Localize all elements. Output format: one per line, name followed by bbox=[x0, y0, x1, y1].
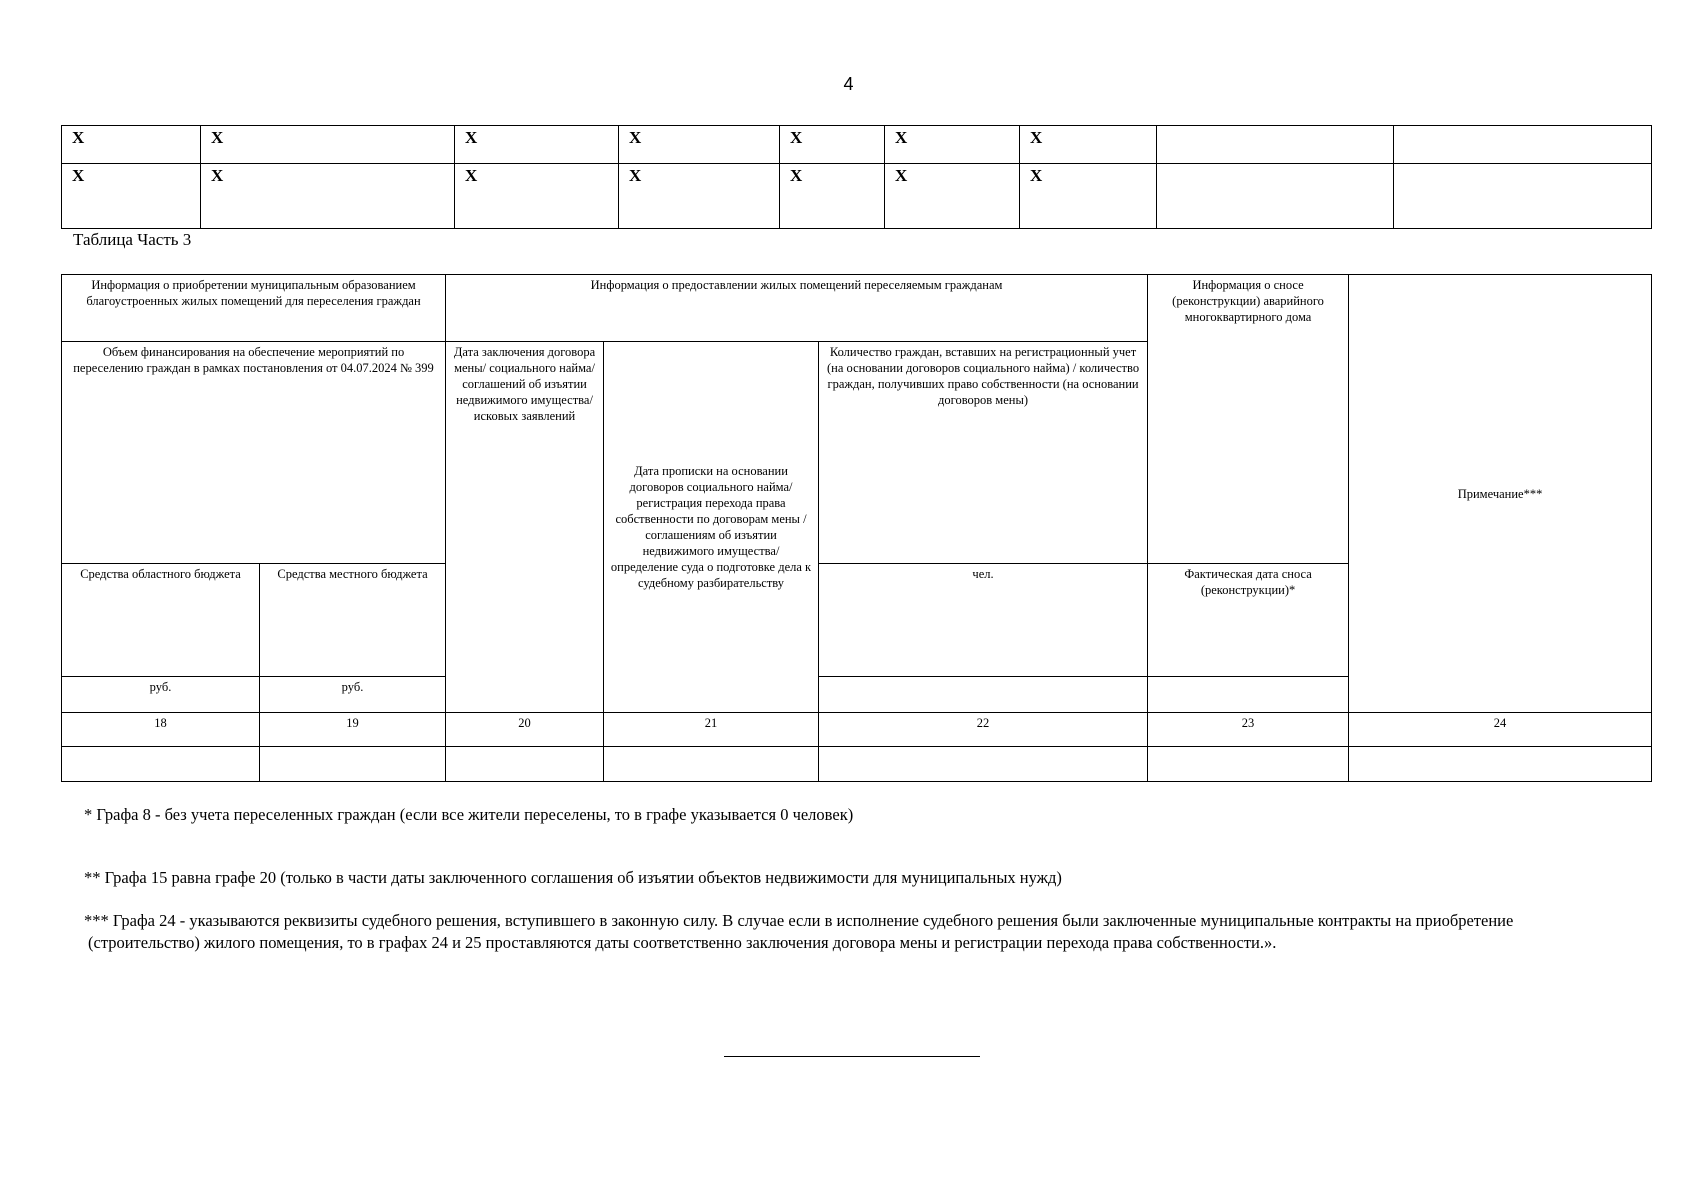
unit-persons: чел. bbox=[819, 564, 1148, 677]
table-cell bbox=[260, 747, 446, 782]
column-number: 24 bbox=[1349, 713, 1652, 747]
header-citizens-count: Количество граждан, вставших на регистрационный учет (на основании договоров социального найма) / количество граждан, получивших право собственности (на основании договоров мены) bbox=[819, 342, 1148, 564]
table-cell: X bbox=[1020, 164, 1157, 229]
table-cell: X bbox=[780, 126, 885, 164]
header-demolition-info: Информация о сносе (реконструкции) аварийного многоквартирного дома bbox=[1148, 275, 1349, 564]
table-row bbox=[62, 164, 1652, 229]
header-local-budget: Средства местного бюджета bbox=[260, 564, 446, 677]
header-provision-info: Информация о предоставлении жилых помещений переселяемым гражданам bbox=[446, 275, 1148, 342]
table-cell bbox=[819, 747, 1148, 782]
table-cell: X bbox=[455, 164, 619, 229]
header-actual-demolition-date: Фактическая дата сноса (реконструкции)* bbox=[1148, 564, 1349, 677]
page-number: 4 bbox=[843, 74, 854, 94]
header-financing: Объем финансирования на обеспечение мероприятий по переселению граждан в рамках постановления от 04.07.2024 № 399 bbox=[62, 342, 446, 564]
table-row bbox=[62, 747, 1652, 782]
table-cell bbox=[604, 747, 819, 782]
table-cell: X bbox=[62, 164, 201, 229]
footnote-3-line-2: (строительство) жилого помещения, то в графах 24 и 25 проставляются даты соответственно заключения договора мены и регистрации перехода права собственности.». bbox=[88, 933, 1277, 952]
unit-rub: руб. bbox=[62, 677, 260, 713]
column-number: 22 bbox=[819, 713, 1148, 747]
footnote-1: * Графа 8 - без учета переселенных граждан (если все жители переселены, то в графе указывается 0 человек) bbox=[84, 805, 854, 824]
table-row bbox=[62, 126, 1652, 164]
table-cell bbox=[446, 747, 604, 782]
header-regional-budget: Средства областного бюджета bbox=[62, 564, 260, 677]
column-number: 20 bbox=[446, 713, 604, 747]
table-cell bbox=[1394, 164, 1652, 229]
table-row bbox=[62, 275, 1652, 342]
table-cell: X bbox=[62, 126, 201, 164]
table-cell bbox=[819, 677, 1148, 713]
resettlement-table-part-3 bbox=[61, 274, 1652, 782]
table-cell bbox=[1157, 164, 1394, 229]
table-cell bbox=[1148, 747, 1349, 782]
header-registration-date: Дата прописки на основании договоров социального найма/регистрация перехода права собственности по договорам мены /соглашениям об изъятии недвижимого имущества/ определение суда о подготовке дела к судебному разбирательству bbox=[604, 342, 819, 713]
table-cell bbox=[1148, 677, 1349, 713]
table-cell: X bbox=[619, 126, 780, 164]
header-contract-date: Дата заключения договора мены/ социального найма/соглашений об изъятии недвижимого имущества/исковых заявлений bbox=[446, 342, 604, 713]
table-cell: X bbox=[780, 164, 885, 229]
table-cell: X bbox=[455, 126, 619, 164]
footnote-3-line-1: *** Графа 24 - указываются реквизиты судебного решения, вступившего в законную силу. В случае если в исполнение судебного решения были заключенные муниципальные контракты на приобретение bbox=[84, 911, 1514, 930]
table-cell: X bbox=[201, 126, 455, 164]
table-cell: X bbox=[885, 126, 1020, 164]
column-number: 18 bbox=[62, 713, 260, 747]
end-of-document-rule bbox=[724, 1056, 980, 1057]
table-cell bbox=[1157, 126, 1394, 164]
column-number: 21 bbox=[604, 713, 819, 747]
table-cell bbox=[62, 747, 260, 782]
table-cell: X bbox=[201, 164, 455, 229]
unit-rub: руб. bbox=[260, 677, 446, 713]
table-cell: X bbox=[619, 164, 780, 229]
column-number: 23 bbox=[1148, 713, 1349, 747]
table-cell bbox=[1349, 747, 1652, 782]
header-purchase-info: Информация о приобретении муниципальным образованием благоустроенных жилых помещений для переселения граждан bbox=[62, 275, 446, 342]
column-number-row bbox=[62, 713, 1652, 747]
table-caption: Таблица Часть 3 bbox=[73, 230, 192, 249]
table-cell: X bbox=[1020, 126, 1157, 164]
header-note: Примечание*** bbox=[1349, 275, 1652, 713]
column-number: 19 bbox=[260, 713, 446, 747]
footnote-2: ** Графа 15 равна графе 20 (только в части даты заключенного соглашения об изъятии объектов недвижимости для муниципальных нужд) bbox=[84, 868, 1062, 887]
top-table bbox=[61, 125, 1652, 229]
table-cell bbox=[1394, 126, 1652, 164]
table-cell: X bbox=[885, 164, 1020, 229]
